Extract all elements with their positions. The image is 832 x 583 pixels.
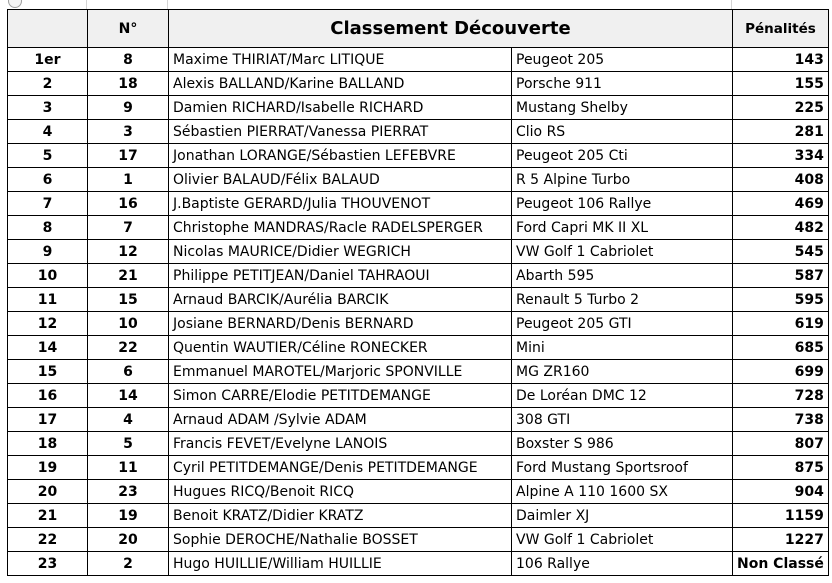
car-cell[interactable]: 308 GTI [512, 408, 733, 432]
penalties-cell[interactable]: 619 [733, 312, 829, 336]
rank-cell[interactable]: 6 [8, 168, 88, 192]
crew-cell[interactable]: Quentin WAUTIER/Céline RONECKER [169, 336, 512, 360]
crew-cell[interactable]: Francis FEVET/Evelyne LANOIS [169, 432, 512, 456]
crew-cell[interactable]: Hugo HUILLIE/William HUILLIE [169, 552, 512, 576]
number-cell[interactable]: 12 [88, 240, 169, 264]
penalties-cell[interactable]: 807 [733, 432, 829, 456]
rank-cell[interactable]: 11 [8, 288, 88, 312]
number-cell[interactable]: 8 [88, 48, 169, 72]
number-cell[interactable]: 21 [88, 264, 169, 288]
rank-cell[interactable]: 22 [8, 528, 88, 552]
penalties-cell[interactable]: 699 [733, 360, 829, 384]
penalties-cell[interactable]: 595 [733, 288, 829, 312]
penalties-cell[interactable]: 685 [733, 336, 829, 360]
car-cell[interactable]: Peugeot 205 Cti [512, 144, 733, 168]
rank-cell[interactable]: 4 [8, 120, 88, 144]
car-cell[interactable]: Peugeot 205 GTI [512, 312, 733, 336]
number-cell[interactable]: 15 [88, 288, 169, 312]
number-cell[interactable]: 4 [88, 408, 169, 432]
number-cell[interactable]: 14 [88, 384, 169, 408]
rank-cell[interactable]: 7 [8, 192, 88, 216]
crew-cell[interactable]: Alexis BALLAND/Karine BALLAND [169, 72, 512, 96]
penalties-cell[interactable]: 1159 [733, 504, 829, 528]
table-row [8, 456, 829, 480]
crew-cell[interactable]: Christophe MANDRAS/Racle RADELSPERGER [169, 216, 512, 240]
car-cell[interactable]: Mustang Shelby [512, 96, 733, 120]
header-rank[interactable] [8, 10, 88, 48]
number-cell[interactable]: 16 [88, 192, 169, 216]
crew-cell[interactable]: J.Baptiste GERARD/Julia THOUVENOT [169, 192, 512, 216]
crew-cell[interactable]: Damien RICHARD/Isabelle RICHARD [169, 96, 512, 120]
number-cell[interactable]: 23 [88, 480, 169, 504]
crew-cell[interactable]: Arnaud ADAM /Sylvie ADAM [169, 408, 512, 432]
number-cell[interactable]: 22 [88, 336, 169, 360]
table-row [8, 432, 829, 456]
car-cell[interactable]: VW Golf 1 Cabriolet [512, 240, 733, 264]
number-cell[interactable]: 11 [88, 456, 169, 480]
number-cell[interactable]: 9 [88, 96, 169, 120]
crew-cell[interactable]: Cyril PETITDEMANGE/Denis PETITDEMANGE [169, 456, 512, 480]
car-cell[interactable]: Renault 5 Turbo 2 [512, 288, 733, 312]
car-cell[interactable]: Peugeot 106 Rallye [512, 192, 733, 216]
penalties-cell[interactable]: 587 [733, 264, 829, 288]
penalties-cell[interactable]: 482 [733, 216, 829, 240]
table-row [8, 168, 829, 192]
table-row [8, 144, 829, 168]
car-cell[interactable]: Alpine A 110 1600 SX [512, 480, 733, 504]
number-cell[interactable]: 10 [88, 312, 169, 336]
car-cell[interactable]: Abarth 595 [512, 264, 733, 288]
table-row [8, 48, 829, 72]
car-cell[interactable]: De Loréan DMC 12 [512, 384, 733, 408]
crew-cell[interactable]: Olivier BALAUD/Félix BALAUD [169, 168, 512, 192]
penalties-cell[interactable]: 904 [733, 480, 829, 504]
number-cell[interactable]: 1 [88, 168, 169, 192]
table-row [8, 120, 829, 144]
crew-cell[interactable]: Hugues RICQ/Benoit RICQ [169, 480, 512, 504]
crew-cell[interactable]: Maxime THIRIAT/Marc LITIQUE [169, 48, 512, 72]
table-row [8, 96, 829, 120]
crew-cell[interactable]: Nicolas MAURICE/Didier WEGRICH [169, 240, 512, 264]
car-cell[interactable]: R 5 Alpine Turbo [512, 168, 733, 192]
grid-line [731, 0, 732, 9]
table-row [8, 408, 829, 432]
penalties-cell[interactable]: Non Classé [733, 552, 829, 576]
rank-cell[interactable]: 10 [8, 264, 88, 288]
number-cell[interactable]: 3 [88, 120, 169, 144]
header-number[interactable]: N° [88, 10, 169, 48]
car-cell[interactable]: Porsche 911 [512, 72, 733, 96]
number-cell[interactable]: 20 [88, 528, 169, 552]
table-row [8, 312, 829, 336]
table-row [8, 336, 829, 360]
crew-cell[interactable]: Benoit KRATZ/Didier KRATZ [169, 504, 512, 528]
header-row [8, 10, 829, 48]
table-row [8, 552, 829, 576]
rank-cell[interactable]: 19 [8, 456, 88, 480]
table-row [8, 288, 829, 312]
penalties-cell[interactable]: 334 [733, 144, 829, 168]
table-row [8, 264, 829, 288]
table-row [8, 480, 829, 504]
car-cell[interactable]: Ford Mustang Sportsroof [512, 456, 733, 480]
number-cell[interactable]: 6 [88, 360, 169, 384]
rank-cell[interactable]: 20 [8, 480, 88, 504]
car-cell[interactable]: MG ZR160 [512, 360, 733, 384]
number-cell[interactable]: 5 [88, 432, 169, 456]
crew-cell[interactable]: Josiane BERNARD/Denis BERNARD [169, 312, 512, 336]
number-cell[interactable]: 2 [88, 552, 169, 576]
rank-cell[interactable]: 17 [8, 408, 88, 432]
table-row [8, 504, 829, 528]
number-cell[interactable]: 17 [88, 144, 169, 168]
crew-cell[interactable]: Sophie DEROCHE/Nathalie BOSSET [169, 528, 512, 552]
rank-cell[interactable]: 14 [8, 336, 88, 360]
crew-cell[interactable]: Philippe PETITJEAN/Daniel TAHRAOUI [169, 264, 512, 288]
ranking-table [7, 9, 829, 576]
crew-cell[interactable]: Sébastien PIERRAT/Vanessa PIERRAT [169, 120, 512, 144]
car-cell[interactable]: 106 Rallye [512, 552, 733, 576]
grid-line [167, 0, 168, 9]
spreadsheet-top-strip [0, 0, 832, 9]
table-row [8, 192, 829, 216]
penalties-cell[interactable]: 1227 [733, 528, 829, 552]
car-cell[interactable]: Mini [512, 336, 733, 360]
crew-cell[interactable]: Emmanuel MAROTEL/Marjoric SPONVILLE [169, 360, 512, 384]
rank-cell[interactable]: 8 [8, 216, 88, 240]
penalties-cell[interactable]: 545 [733, 240, 829, 264]
penalties-cell[interactable]: 281 [733, 120, 829, 144]
car-cell[interactable]: Clio RS [512, 120, 733, 144]
penalties-cell[interactable]: 225 [733, 96, 829, 120]
table-row [8, 384, 829, 408]
penalties-cell[interactable]: 728 [733, 384, 829, 408]
penalties-cell[interactable]: 143 [733, 48, 829, 72]
rank-cell[interactable]: 5 [8, 144, 88, 168]
car-cell[interactable]: Ford Capri MK II XL [512, 216, 733, 240]
rank-cell[interactable]: 3 [8, 96, 88, 120]
crew-cell[interactable]: Jonathan LORANGE/Sébastien LEFEBVRE [169, 144, 512, 168]
table-row [8, 72, 829, 96]
header-penalties[interactable]: Pénalités [733, 10, 829, 48]
rank-cell[interactable]: 23 [8, 552, 88, 576]
crew-cell[interactable]: Simon CARRE/Elodie PETITDEMANGE [169, 384, 512, 408]
penalties-cell[interactable]: 469 [733, 192, 829, 216]
penalties-cell[interactable]: 738 [733, 408, 829, 432]
grid-line [86, 0, 87, 9]
table-title[interactable]: Classement Découverte [169, 10, 733, 48]
penalties-cell[interactable]: 155 [733, 72, 829, 96]
car-cell[interactable]: Daimler XJ [512, 504, 733, 528]
table-row [8, 528, 829, 552]
number-cell[interactable]: 7 [88, 216, 169, 240]
rank-cell[interactable]: 1er [8, 48, 88, 72]
penalties-cell[interactable]: 408 [733, 168, 829, 192]
table-row [8, 216, 829, 240]
rank-cell[interactable]: 9 [8, 240, 88, 264]
rank-cell[interactable]: 21 [8, 504, 88, 528]
number-cell[interactable]: 18 [88, 72, 169, 96]
cell-handle-icon [8, 0, 22, 8]
rank-cell[interactable]: 18 [8, 432, 88, 456]
rank-cell[interactable]: 12 [8, 312, 88, 336]
rank-cell[interactable]: 2 [8, 72, 88, 96]
crew-cell[interactable]: Arnaud BARCIK/Aurélia BARCIK [169, 288, 512, 312]
car-cell[interactable]: Peugeot 205 [512, 48, 733, 72]
table-row [8, 240, 829, 264]
rank-cell[interactable]: 16 [8, 384, 88, 408]
rank-cell[interactable]: 15 [8, 360, 88, 384]
car-cell[interactable]: VW Golf 1 Cabriolet [512, 528, 733, 552]
number-cell[interactable]: 19 [88, 504, 169, 528]
car-cell[interactable]: Boxster S 986 [512, 432, 733, 456]
table-row [8, 360, 829, 384]
penalties-cell[interactable]: 875 [733, 456, 829, 480]
